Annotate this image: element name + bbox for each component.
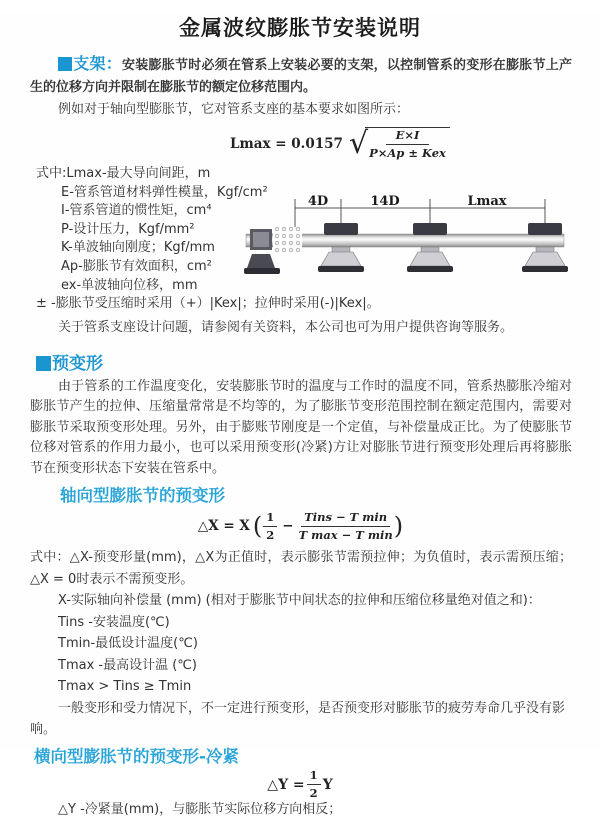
predeform-section-heading [36,349,600,374]
temp-line-tmin: Tmin-最低设计温度(℃) [58,636,198,652]
definition-item: Ap-膨胀节有效面积，cm² [61,258,212,274]
definitions-and-diagram [0,165,600,314]
sqrt-radical-icon: √ [348,126,369,161]
page-title: 金属波纹膨胀节安装说明 [179,16,421,40]
open-paren: ( [252,512,263,541]
temp-line-tins: Tins -安装温度(℃) [58,614,170,630]
definition-item: 式中:Lmax-最大导向间距，m [36,166,211,181]
definition-item: I-管系管道的惯性矩，cm⁴ [61,203,212,219]
lateral-formula-prefix: △Y = [267,776,305,793]
half-numerator: 1 [307,768,321,785]
support-section-heading [58,54,122,73]
lateral-subsection-heading: 横向型膨胀节的预变形-冷紧 [34,746,239,766]
dim-label-4d: 4D [307,194,329,209]
bellows [273,227,302,253]
half-denominator: 2 [266,527,275,542]
axial-x-definition: X-实际轴向补偿量 (mm) (相对于膨胀节中间状态的拉伸和压缩位移量绝对值之和)： [58,593,541,609]
temp-inequality: Tmax > Tins ≥ Tmin [58,679,192,695]
lmax-formula-denominator: P×Ap ± Kex [369,146,446,160]
temperature-fraction [299,510,393,543]
lateral-formula-suffix: Y [322,776,333,793]
square-bullet-icon [36,356,51,371]
close-paren: ) [393,512,404,541]
axial-note: 一般变形和受力情况下，不一定进行预变形，是否预变形对膨胀节的疲劳寿命几乎没有影响。 [30,700,566,738]
dim-label-lmax: Lmax [467,194,507,209]
support-note: 关于管系支座设计问题，请参阅有关资料，本公司也可为用户提供咨询等服务。 [58,319,514,335]
temp-fraction-numerator: Tins − T min [301,510,390,527]
support-heading-label: 支架： [73,54,122,73]
definition-item: ex-单波轴向位移，mm [61,277,198,293]
lmax-formula-numerator: E×I [386,128,430,145]
minus-sign: − [282,518,294,535]
support-intro-paragraph [30,53,572,99]
definition-item: K-单波轴向刚度；Kgf/mm [61,240,215,256]
temp-line-tmax: Tmax -最高设计温 (℃) [58,657,197,673]
half-denominator: 2 [309,786,318,801]
half-numerator: 1 [263,510,277,527]
temp-fraction-denominator: T max − T min [298,527,393,542]
guide-support-2 [407,223,453,272]
plusminus-note: ± -膨胀节受压缩时采用（+）|Kex|；拉伸时采用(-)|Kex|。 [36,296,380,312]
axial-formula-explanation: 式中：△X-预变形量(mm)，△X为正值时，表示膨张节需预拉伸；为负值时，表示需预压缩；△X = 0时表示不需预变形。 [30,550,572,587]
support-example-text: 例如对于轴向型膨胀节，它对管系支座的基本要求如图所示： [58,102,410,117]
lmax-formula-fraction [365,127,450,161]
dim-label-14d: 14D [370,194,400,209]
one-half-fraction [307,768,321,801]
predeform-paragraph: 由于管系的工作温度变化，安装膨胀节时的温度与工作时的温度不同，管系热膨胀冷缩对膨胀节产生的拉伸、压缩量常常是不均等的，为了膨胀节变形范围控制在额定范围内，需要对膨胀节采取预变形处理。另外，由于膨账节刚度是一个定值，与补偿量成正比。为了使膨胀节位移对管系的作用力最小，也可以采用预变形(冷紧)方让对膨胀节进行预变形处理后再将膨胀节在预变形状态下安装在管系中。 [30,378,572,476]
pipe-support-diagram [244,192,596,292]
document-page [0,12,600,817]
lmax-formula-lhs: Lmax = 0.0157 [230,136,343,152]
lateral-formula [0,770,600,800]
one-half-fraction [263,510,277,543]
square-bullet-icon [58,57,72,71]
lmax-formula [230,126,600,162]
guide-support-1 [318,223,364,272]
guide-support-3 [522,223,568,272]
definition-item: P-设计压力，Kgf/mm² [61,221,195,237]
support-intro-text: 安装膨胀节时必须在管系上安装必要的支架，以控制管系的变形在膨胀节上产生的位移方向并限制在膨胀节的额定位移范围内。 [30,58,572,95]
axial-formula-prefix: △X = X [197,518,250,535]
lateral-note: △Y -冷紧量(mm)，与膨胀节实际位移方向相反； [58,801,342,817]
axial-subsection-heading: 轴向型膨胀节的预变形 [60,486,225,506]
predeform-heading-label: 预变形 [52,353,103,374]
definition-item: E-管系管道材料弹性模量，Kgf/cm² [61,184,268,200]
axial-formula [0,509,600,543]
